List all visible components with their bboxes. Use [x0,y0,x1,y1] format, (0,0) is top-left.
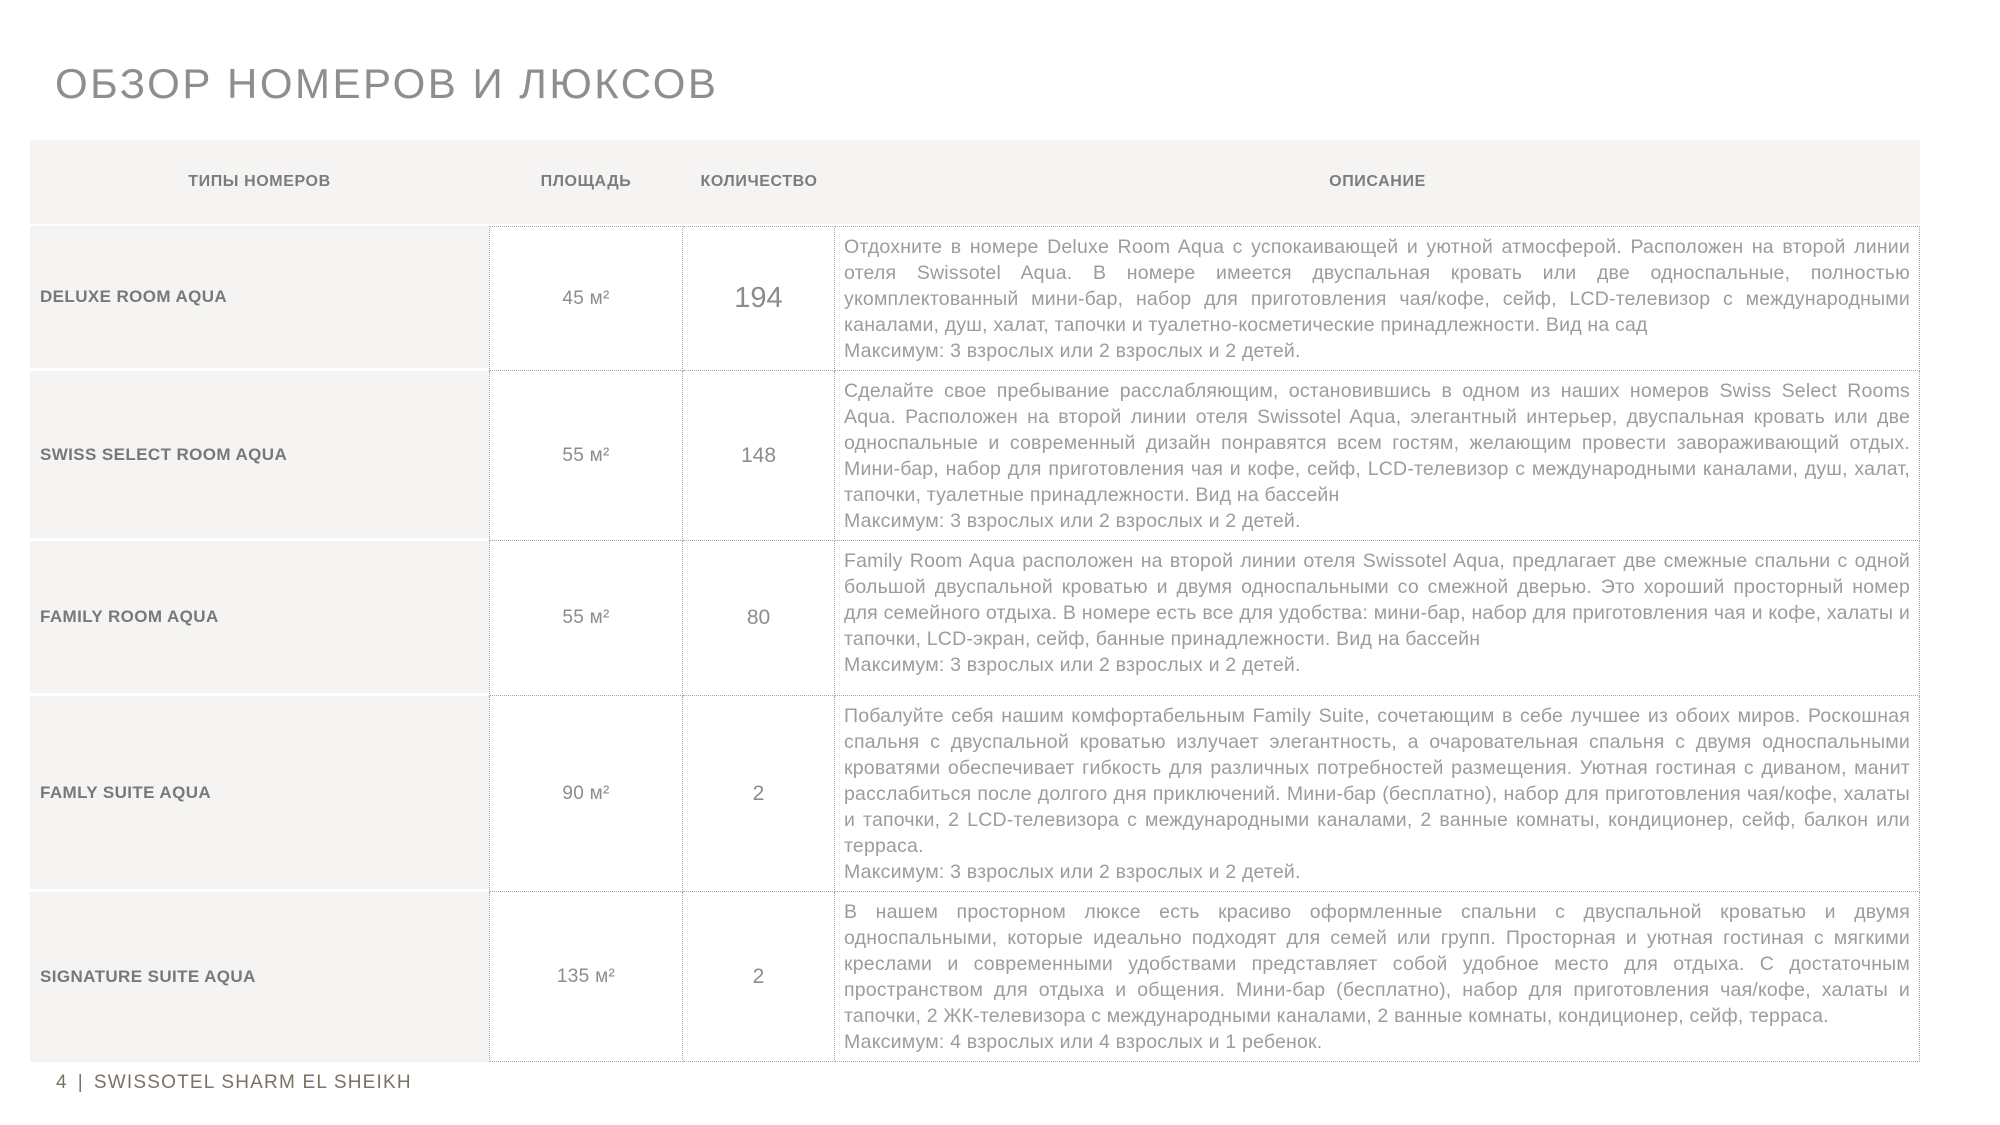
max-occupancy-text: Максимум: 3 взрослых или 2 взрослых и 2 детей. [844,861,1301,883]
room-type-cell: FAMILY ROOM AQUA [30,541,489,696]
area-cell: 45 м² [489,226,683,371]
description-cell [835,696,1920,892]
quantity-cell: 194 [683,226,835,371]
room-type-cell: FAMLY SUITE AQUA [30,696,489,892]
table-body [30,226,1920,1062]
column-header-quantity: КОЛИЧЕСТВО [700,173,818,190]
area-cell: 90 м² [489,696,683,892]
area-cell: 135 м² [489,892,683,1062]
description-text: Побалуйте себя нашим комфортабельным Family Suite, сочетающим в себе лучшее из обоих миров. Роскошная спальня с двуспальной кроватью излучает элегантность, а очаровательная спальня с двумя односпальными кроватями обеспечивает гибкость для различных потребностей размещения. Уютная гостиная с диваном, манит расслабиться после долгого дня приключений. Мини-бар (бесплатно), набор для приготовления чая/кофе, халаты и тапочки, 2 LCD-телевизора с международными каналами, 2 ванные комнаты, кондиционер, сейф, балкон или терраса. [844,705,1910,857]
max-occupancy-text: Максимум: 4 взрослых или 4 взрослых и 1 ребенок. [844,1031,1323,1053]
description-text: Отдохните в номере Deluxe Room Aqua с успокаивающей и уютной атмосферой. Расположен на второй линии отеля Swissotel Aqua. В номере имеется двуспальная кровать или две односпальные, полностью укомплектованный мини-бар, набор для приготовления чая/кофе, сейф, LCD-телевизор с международными каналами, душ, халат, тапочки и туалетно-косметические принадлежности. Вид на сад [844,236,1910,336]
table-header-row [30,140,1920,226]
max-occupancy-text: Максимум: 3 взрослых или 2 взрослых и 2 детей. [844,340,1301,362]
description-text: Family Room Aqua расположен на второй линии отеля Swissotel Aqua, предлагает две смежные спальни с одной большой двуспальной кроватью и двумя односпальными со смежной дверью. Это хороший просторный номер для семейного отдыха. В номере есть все для удобства: мини-бар, набор для приготовления чая и кофе, халаты и тапочки, LCD-экран, сейф, банные принадлежности. Вид на бассейн [844,550,1910,650]
room-type-cell: SWISS SELECT ROOM AQUA [30,371,489,541]
footer-page-number: 4 [56,1072,68,1093]
description-text: Сделайте свое пребывание расслабляющим, остановившись в одном из наших номеров Swiss Select Rooms Aqua. Расположен на второй линии отеля Swissotel Aqua, элегантный интерьер, двуспальная кровать или две односпальные и современный дизайн понравятся всем гостям, желающим провести завораживающий отдых. Мини-бар, набор для приготовления чая и кофе, сейф, LCD-телевизор с международными каналами, душ, халат, тапочки, туалетные принадлежности. Вид на бассейн [844,380,1910,506]
description-cell [835,226,1920,371]
description-cell [835,371,1920,541]
footer-divider: | [77,1072,84,1093]
table-row [30,371,1920,541]
max-occupancy-text: Максимум: 3 взрослых или 2 взрослых и 2 детей. [844,510,1301,532]
quantity-cell: 2 [683,696,835,892]
column-header-room-types: ТИПЫ НОМЕРОВ [188,173,331,190]
quantity-cell: 2 [683,892,835,1062]
rooms-table [30,140,1920,1062]
column-header-area: ПЛОЩАДЬ [540,173,632,190]
page-footer [56,1072,412,1094]
quantity-cell: 80 [683,541,835,696]
footer-hotel-name: SWISSOTEL SHARM EL SHEIKH [93,1072,412,1093]
description-cell [835,892,1920,1062]
column-header-description: ОПИСАНИЕ [1329,173,1426,190]
table-row [30,226,1920,371]
table-row [30,696,1920,892]
room-type-cell: DELUXE ROOM AQUA [30,226,489,371]
quantity-cell: 148 [683,371,835,541]
description-cell [835,541,1920,696]
table-row [30,541,1920,696]
room-type-cell: SIGNATURE SUITE AQUA [30,892,489,1062]
description-text: В нашем просторном люксе есть красиво оформленные спальни с двуспальной кроватью и двумя односпальными, которые идеально подходят для семей или групп. Просторная и уютная гостиная с мягкими креслами и современными удобствами представляет собой удобное место для отдыха. С достаточным пространством для отдыха и общения. Мини-бар (бесплатно), набор для приготовления чая/кофе, халаты и тапочки, 2 ЖК-телевизора с международными каналами, 2 ванные комнаты, кондиционер, сейф, терраса. [844,901,1910,1027]
area-cell: 55 м² [489,371,683,541]
area-cell: 55 м² [489,541,683,696]
page-title: ОБЗОР НОМЕРОВ И ЛЮКСОВ [55,60,719,107]
max-occupancy-text: Максимум: 3 взрослых или 2 взрослых и 2 детей. [844,654,1301,676]
table-row [30,892,1920,1062]
